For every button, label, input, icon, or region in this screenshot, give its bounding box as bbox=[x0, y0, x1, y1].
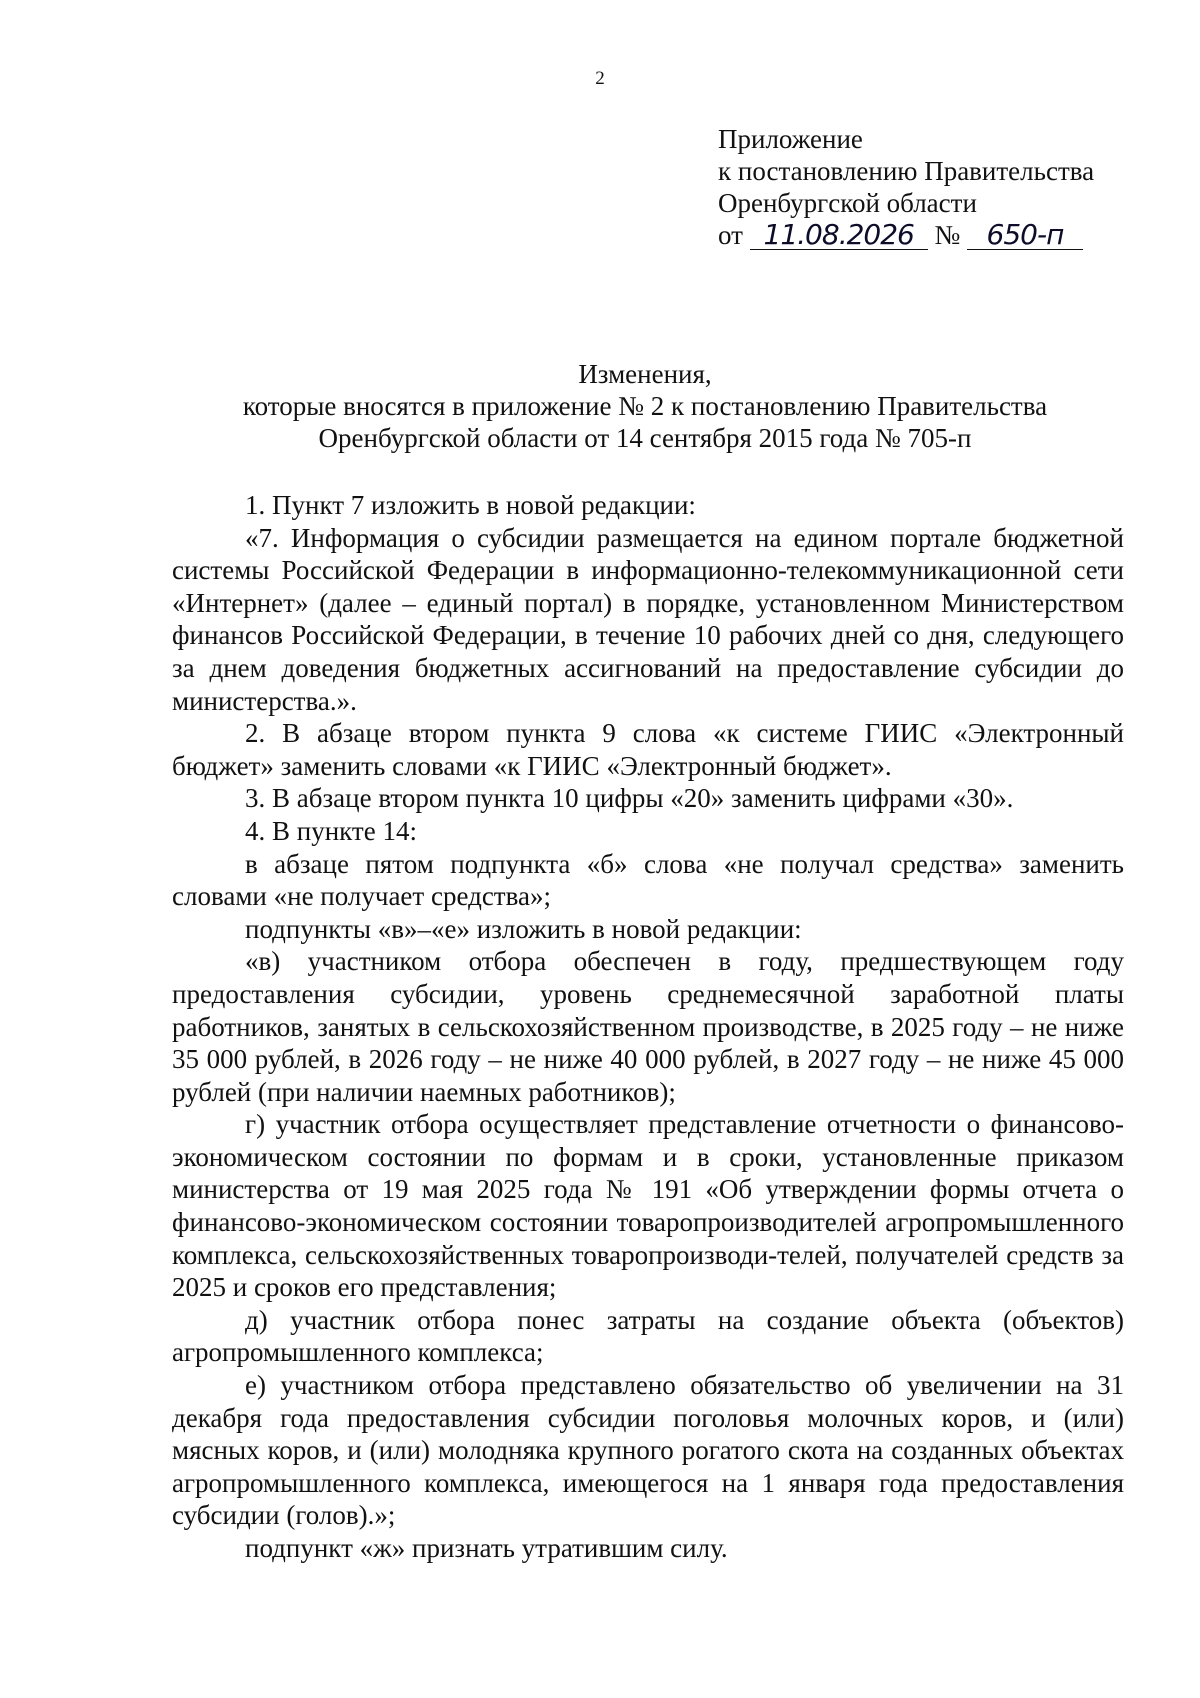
appendix-line-3: Оренбургской области bbox=[718, 188, 977, 218]
handwritten-date: 11.08.2026 bbox=[750, 221, 928, 250]
appendix-date-line bbox=[718, 219, 1178, 251]
page-number: 2 bbox=[595, 68, 605, 89]
paragraph-7: подпункты «в»–«е» изложить в новой редакции: bbox=[245, 913, 802, 944]
paragraph-4: 3. В абзаце втором пункта 10 цифры «20» заменить цифрами «30». bbox=[245, 783, 1014, 814]
document-body bbox=[172, 489, 1124, 1565]
title-line-1: Изменения, bbox=[578, 359, 712, 389]
paragraph-8: «в) участником отбора обеспечен в году, предшествующем году предоставления субсидии, уровень среднемесячной заработной платы работников, занятых в сельскохозяйственном производстве, в 2025 году – не ниже 35 000 рублей, в 2026 году – не ниже 40 000 рублей, в 2027 году – не ниже 45 000 рублей (при наличии наемных работников); bbox=[172, 946, 1124, 1107]
paragraph-2: «7. Информация о субсидии размещается на едином портале бюджетной системы Российской Федерации в информационно-телекоммуникационной сети «Интернет» (далее – единый портал) в порядке, установленном Министерством финансов Российской Федерации, в течение 10 рабочих дней со дня, следующего за днем доведения бюджетных ассигнований на предоставление субсидии до министерства.». bbox=[172, 522, 1124, 716]
paragraph-6: в абзаце пятом подпункта «б» слова «не получал средства» заменить словами «не получает средства»; bbox=[172, 848, 1124, 912]
paragraph-9: г) участник отбора осуществляет представление отчетности о финансово-экономическом состоянии по формам и в сроки, установленные приказом министерства от 19 мая 2025 года № 191 «Об утверждении формы отчета о финансово-экономическом состоянии товаропроизводителей агропромышленного комплекса, сельскохозяйственных товаропроизводи-телей, получателей средств за 2025 и сроков его представления; bbox=[172, 1109, 1124, 1303]
paragraph-12: подпункт «ж» признать утратившим силу. bbox=[245, 1533, 728, 1563]
paragraph-5: 4. В пункте 14: bbox=[245, 815, 417, 846]
number-symbol: № bbox=[934, 220, 961, 250]
date-prefix: от bbox=[718, 220, 743, 250]
handwritten-number: 650-п bbox=[967, 221, 1083, 250]
paragraph-3: 2. В абзаце втором пункта 9 слова «к системе ГИИС «Электронный бюджет» заменить словами «к ГИИС «Электронный бюджет». bbox=[172, 718, 1124, 781]
appendix-line-1: Приложение bbox=[718, 124, 863, 154]
appendix-header bbox=[718, 123, 1178, 251]
document-title bbox=[160, 358, 1130, 454]
appendix-line-2: к постановлению Правительства bbox=[718, 156, 1095, 186]
paragraph-11: е) участником отбора представлено обязательство об увеличении на 31 декабря года предоставления субсидии поголовья молочных коров, и (или) мясных коров, и (или) молодняка крупного рогатого скота на созданных объектах агропромышленного комплекса, имеющегося на 1 января года предоставления субсидии (голов).»; bbox=[172, 1370, 1124, 1531]
title-line-2: которые вносятся в приложение № 2 к постановлению Правительства bbox=[242, 391, 1048, 421]
paragraph-10: д) участник отбора понес затраты на создание объекта (объектов) агропромышленного комплекса; bbox=[172, 1304, 1124, 1368]
title-line-3: Оренбургской области от 14 сентября 2015 года № 705-п bbox=[318, 423, 972, 453]
paragraph-1: 1. Пункт 7 изложить в новой редакции: bbox=[245, 490, 696, 520]
